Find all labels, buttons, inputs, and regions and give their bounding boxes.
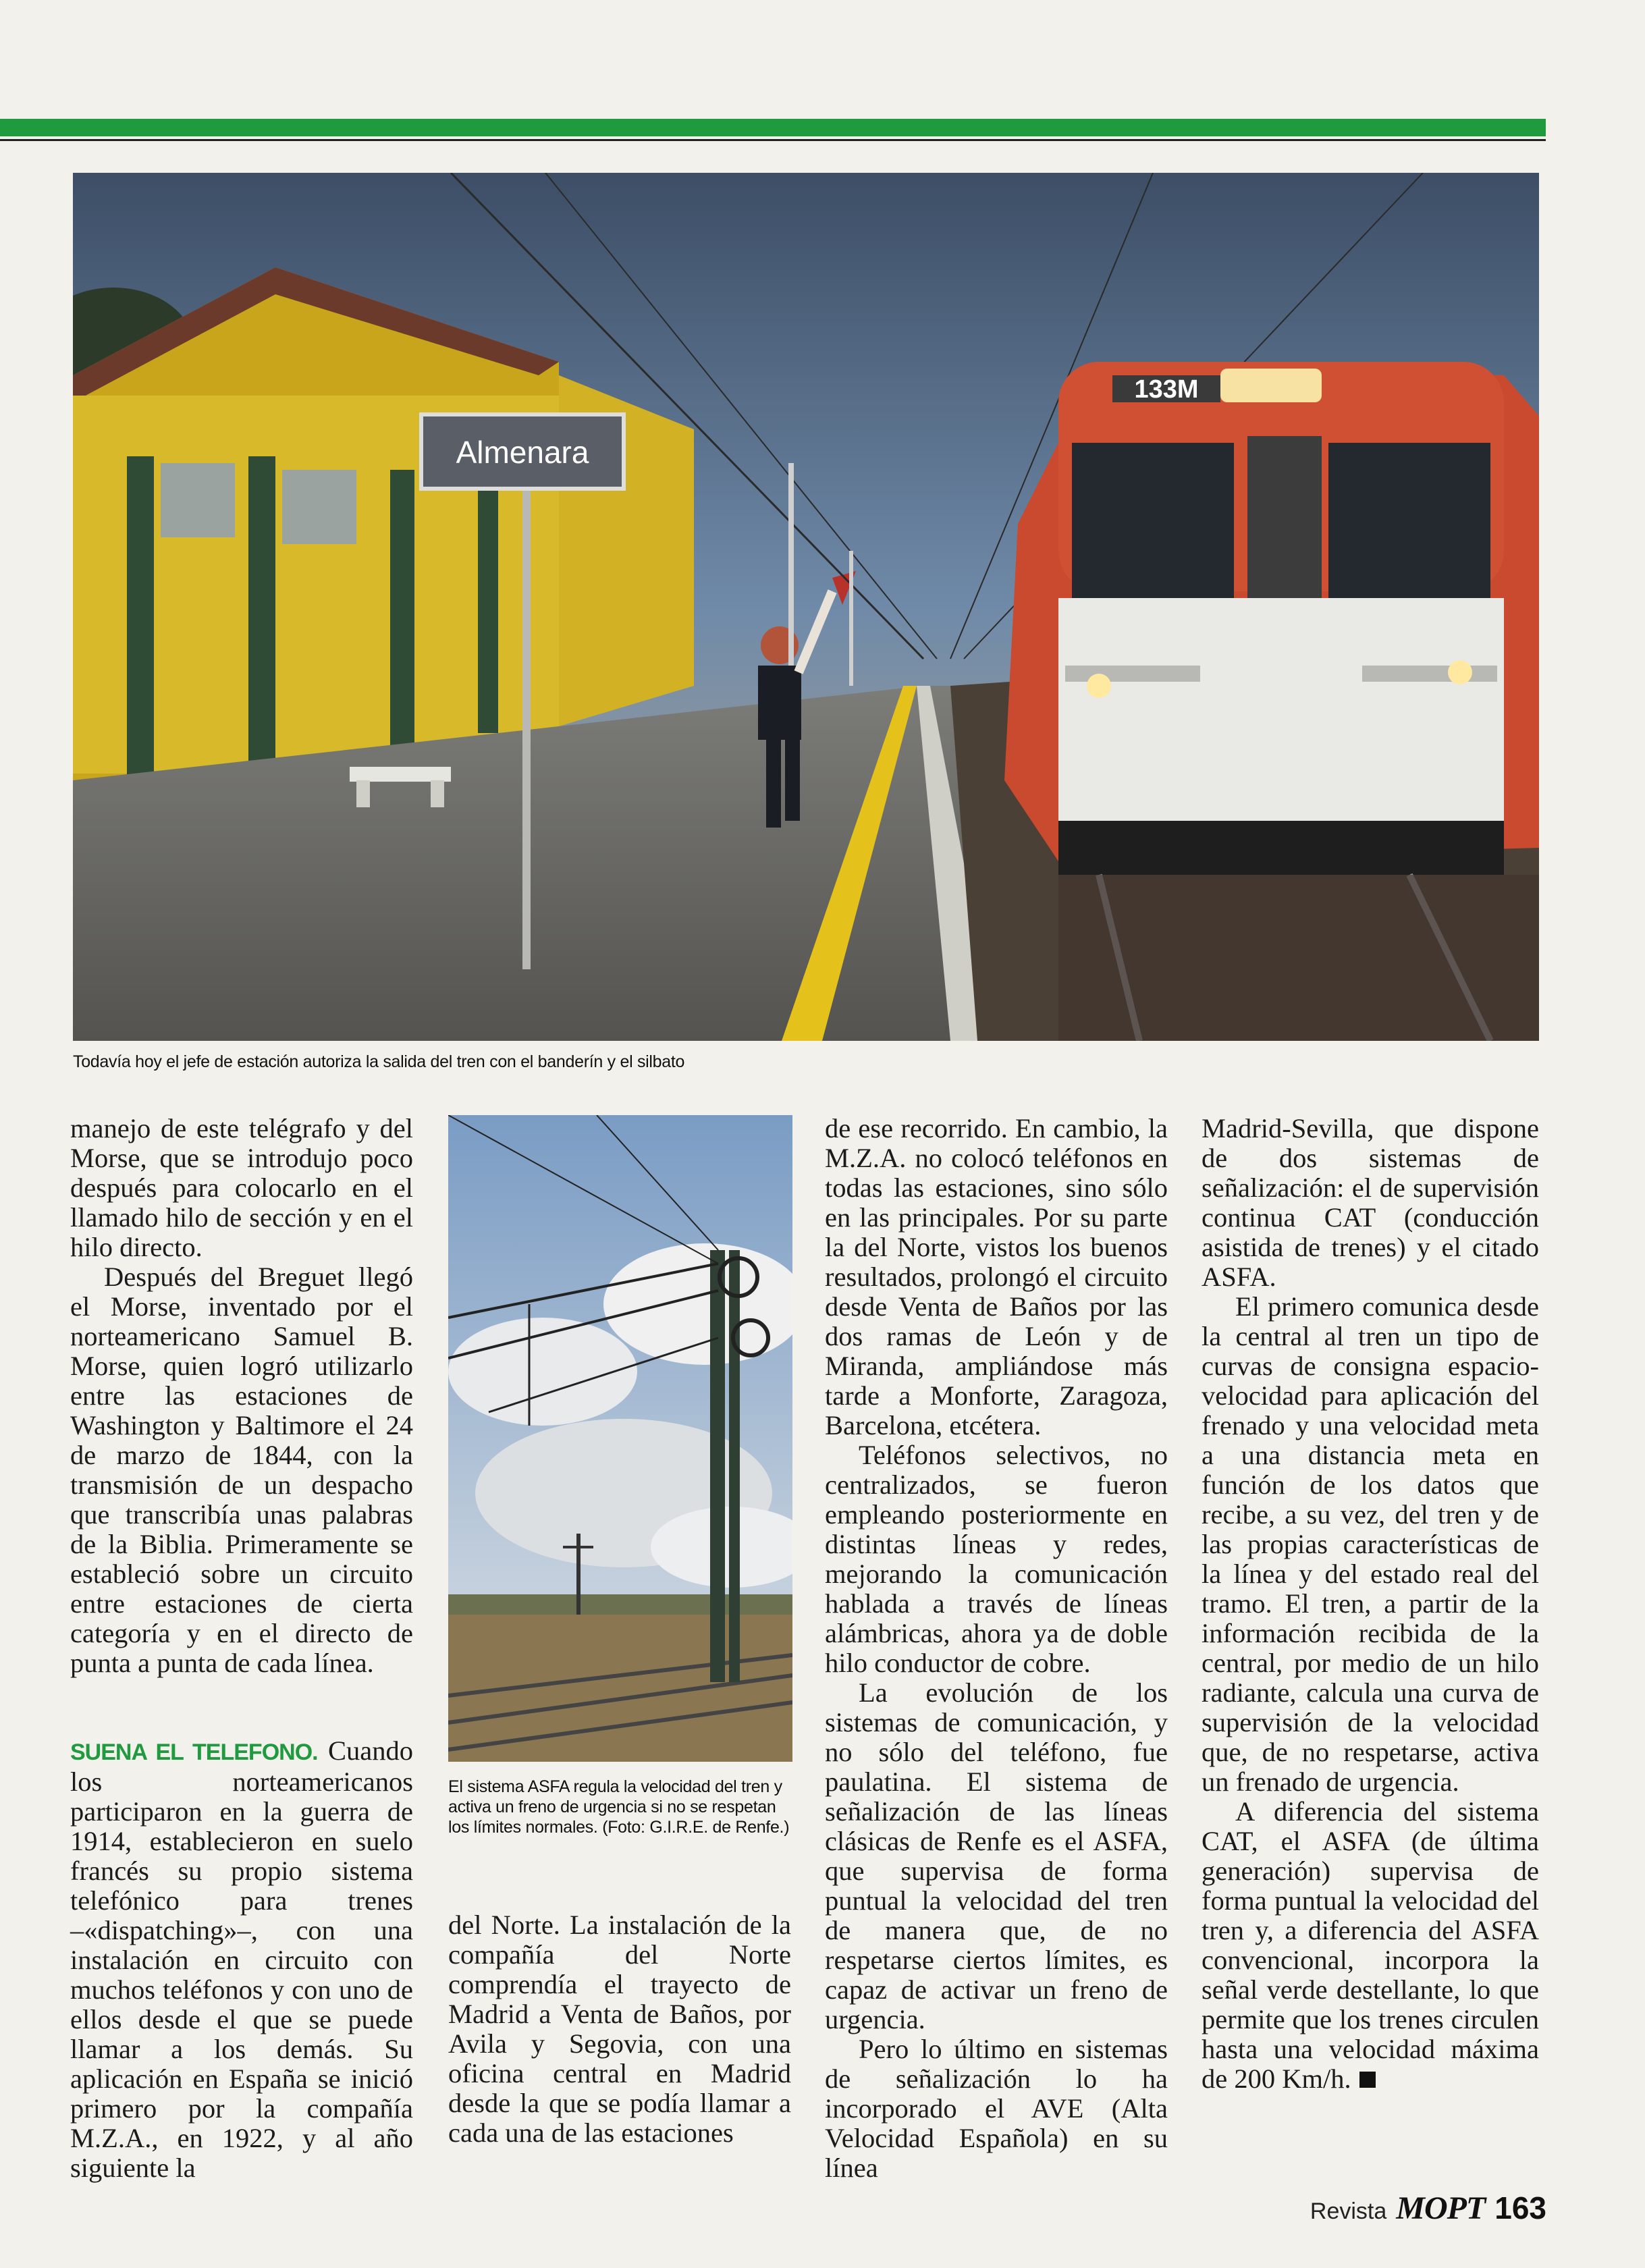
side-photo-caption: El sistema ASFA regula la velocidad del tren y activa un freno de urgencia si no se respetan los límites normales. (Foto: G.I.R.E. de Renfe.) [448, 1777, 790, 1837]
article-column-3 [825, 1114, 1168, 2183]
paragraph: El primero comunica desde la central al tren un tipo de curvas de consigna espacio-velocidad para aplicación del frenado y una velocidad meta a una distancia meta en función de los datos que recibe, a su vez, del tren y de las propias características de la línea y del estado real del tramo. El tren, a partir de la información recibida de la central, por medio de un hilo radiante, calcula una curva de supervisión de la velocidad que, de no respetarse, activa un frenado de urgencia. [1202, 1291, 1539, 1797]
end-mark-icon [1359, 2072, 1376, 2088]
paragraph: La evolución de los sistemas de comunicación, y no sólo del teléfono, fue paulatina. El sistema de señalización de las líneas clásicas de Renfe es el ASFA, que supervisa de forma puntual la velocidad del tren de manera que, de no respetarse ciertos límites, es capaz de activar un freno de urgencia. [825, 1677, 1168, 2034]
paragraph: de ese recorrido. En cambio, la M.Z.A. no colocó teléfonos en todas las estaciones, sino sólo en las principales. Por su parte la del Norte, vistos los buenos resultados, prolongó el circuito desde Venta de Baños por las dos ramas de León y de Miranda, ampliándose más tarde a Monforte, Zaragoza, Barcelona, etcétera. [825, 1113, 1168, 1440]
article-column-4 [1202, 1114, 1539, 2094]
header-black-rule [0, 139, 1546, 141]
section-text: Cuando los norteamericanos participaron en la guerra de 1914, establecieron en suelo francés su propio sistema telefónico para trenes –«dispatching»–, con una instalación en circuito con muchos teléfonos y con uno de ellos desde el que se puede llamar a los demás. Su aplicación en España se inició primero por la compañía M.Z.A., en 1922, y al año siguiente la [70, 1735, 413, 2183]
article-column-1-section [70, 1736, 413, 2183]
section-subhead: SUENA EL TELEFONO. [70, 1739, 318, 1765]
paragraph: Madrid-Sevilla, que dispone de dos sistemas de señalización: el de supervisión continua CAT (conducción asistida de trenes) y el citado ASFA. [1202, 1113, 1539, 1292]
paragraph: del Norte. La instalación de la compañía del Norte comprendía el trayecto de Madrid a Venta de Baños, por Avila y Segovia, con una oficina central en Madrid desde la que se podía llamar a cada una de las estaciones [448, 1910, 791, 2148]
page-footer [1310, 2190, 1546, 2230]
paragraph: manejo de este telégrafo y del Morse, que se introdujo poco después para colocarlo en el llamado hilo de sección y en el hilo directo. [70, 1113, 413, 1262]
paragraph: Teléfonos selectivos, no centralizados, se fueron empleando posteriormente en distintas líneas y redes, mejorando la comunicación hablada a través de líneas alámbricas, ahora ya de doble hilo conductor de cobre. [825, 1440, 1168, 1678]
final-text: A diferencia del sistema CAT, el ASFA (de última generación) supervisa de forma puntual la velocidad del tren y, a diferencia del ASFA convencional, incorpora la señal verde destellante, lo que permite que los trenes circulen hasta una velocidad máxima de 200 Km/h. [1202, 1796, 1539, 2094]
train-number-label: 133M [1134, 375, 1199, 404]
station-photo [73, 173, 1539, 1041]
article-column-1 [70, 1114, 413, 1678]
article-column-2 [448, 1910, 791, 2148]
paragraph [70, 1736, 413, 2183]
paragraph [1202, 1797, 1539, 2094]
page-number: 163 [1494, 2190, 1546, 2225]
header-green-rule [0, 119, 1546, 136]
main-photo-caption: Todavía hoy el jefe de estación autoriza la salida del tren con el banderín y el silbato [73, 1052, 685, 1071]
footer-mopt-logo: MOPT [1396, 2190, 1486, 2226]
paragraph: Pero lo último en sistemas de señalización lo ha incorporado el AVE (Alta Velocidad Española) en su línea [825, 2034, 1168, 2183]
sign-almenara: Almenara [456, 435, 589, 470]
footer-revista: Revista [1310, 2198, 1387, 2224]
paragraph: Después del Breguet llegó el Morse, inventado por el norteamericano Samuel B. Morse, quien logró utilizarlo entre las estaciones de Washington y Baltimore el 24 de marzo de 1844, con la transmisión de un despacho que transcribía unas palabras de la Biblia. Primeramente se estableció sobre un circuito entre estaciones de cierta categoría y en el directo de punta a punta de cada línea. [70, 1262, 413, 1678]
catenary-photo [448, 1115, 792, 1762]
